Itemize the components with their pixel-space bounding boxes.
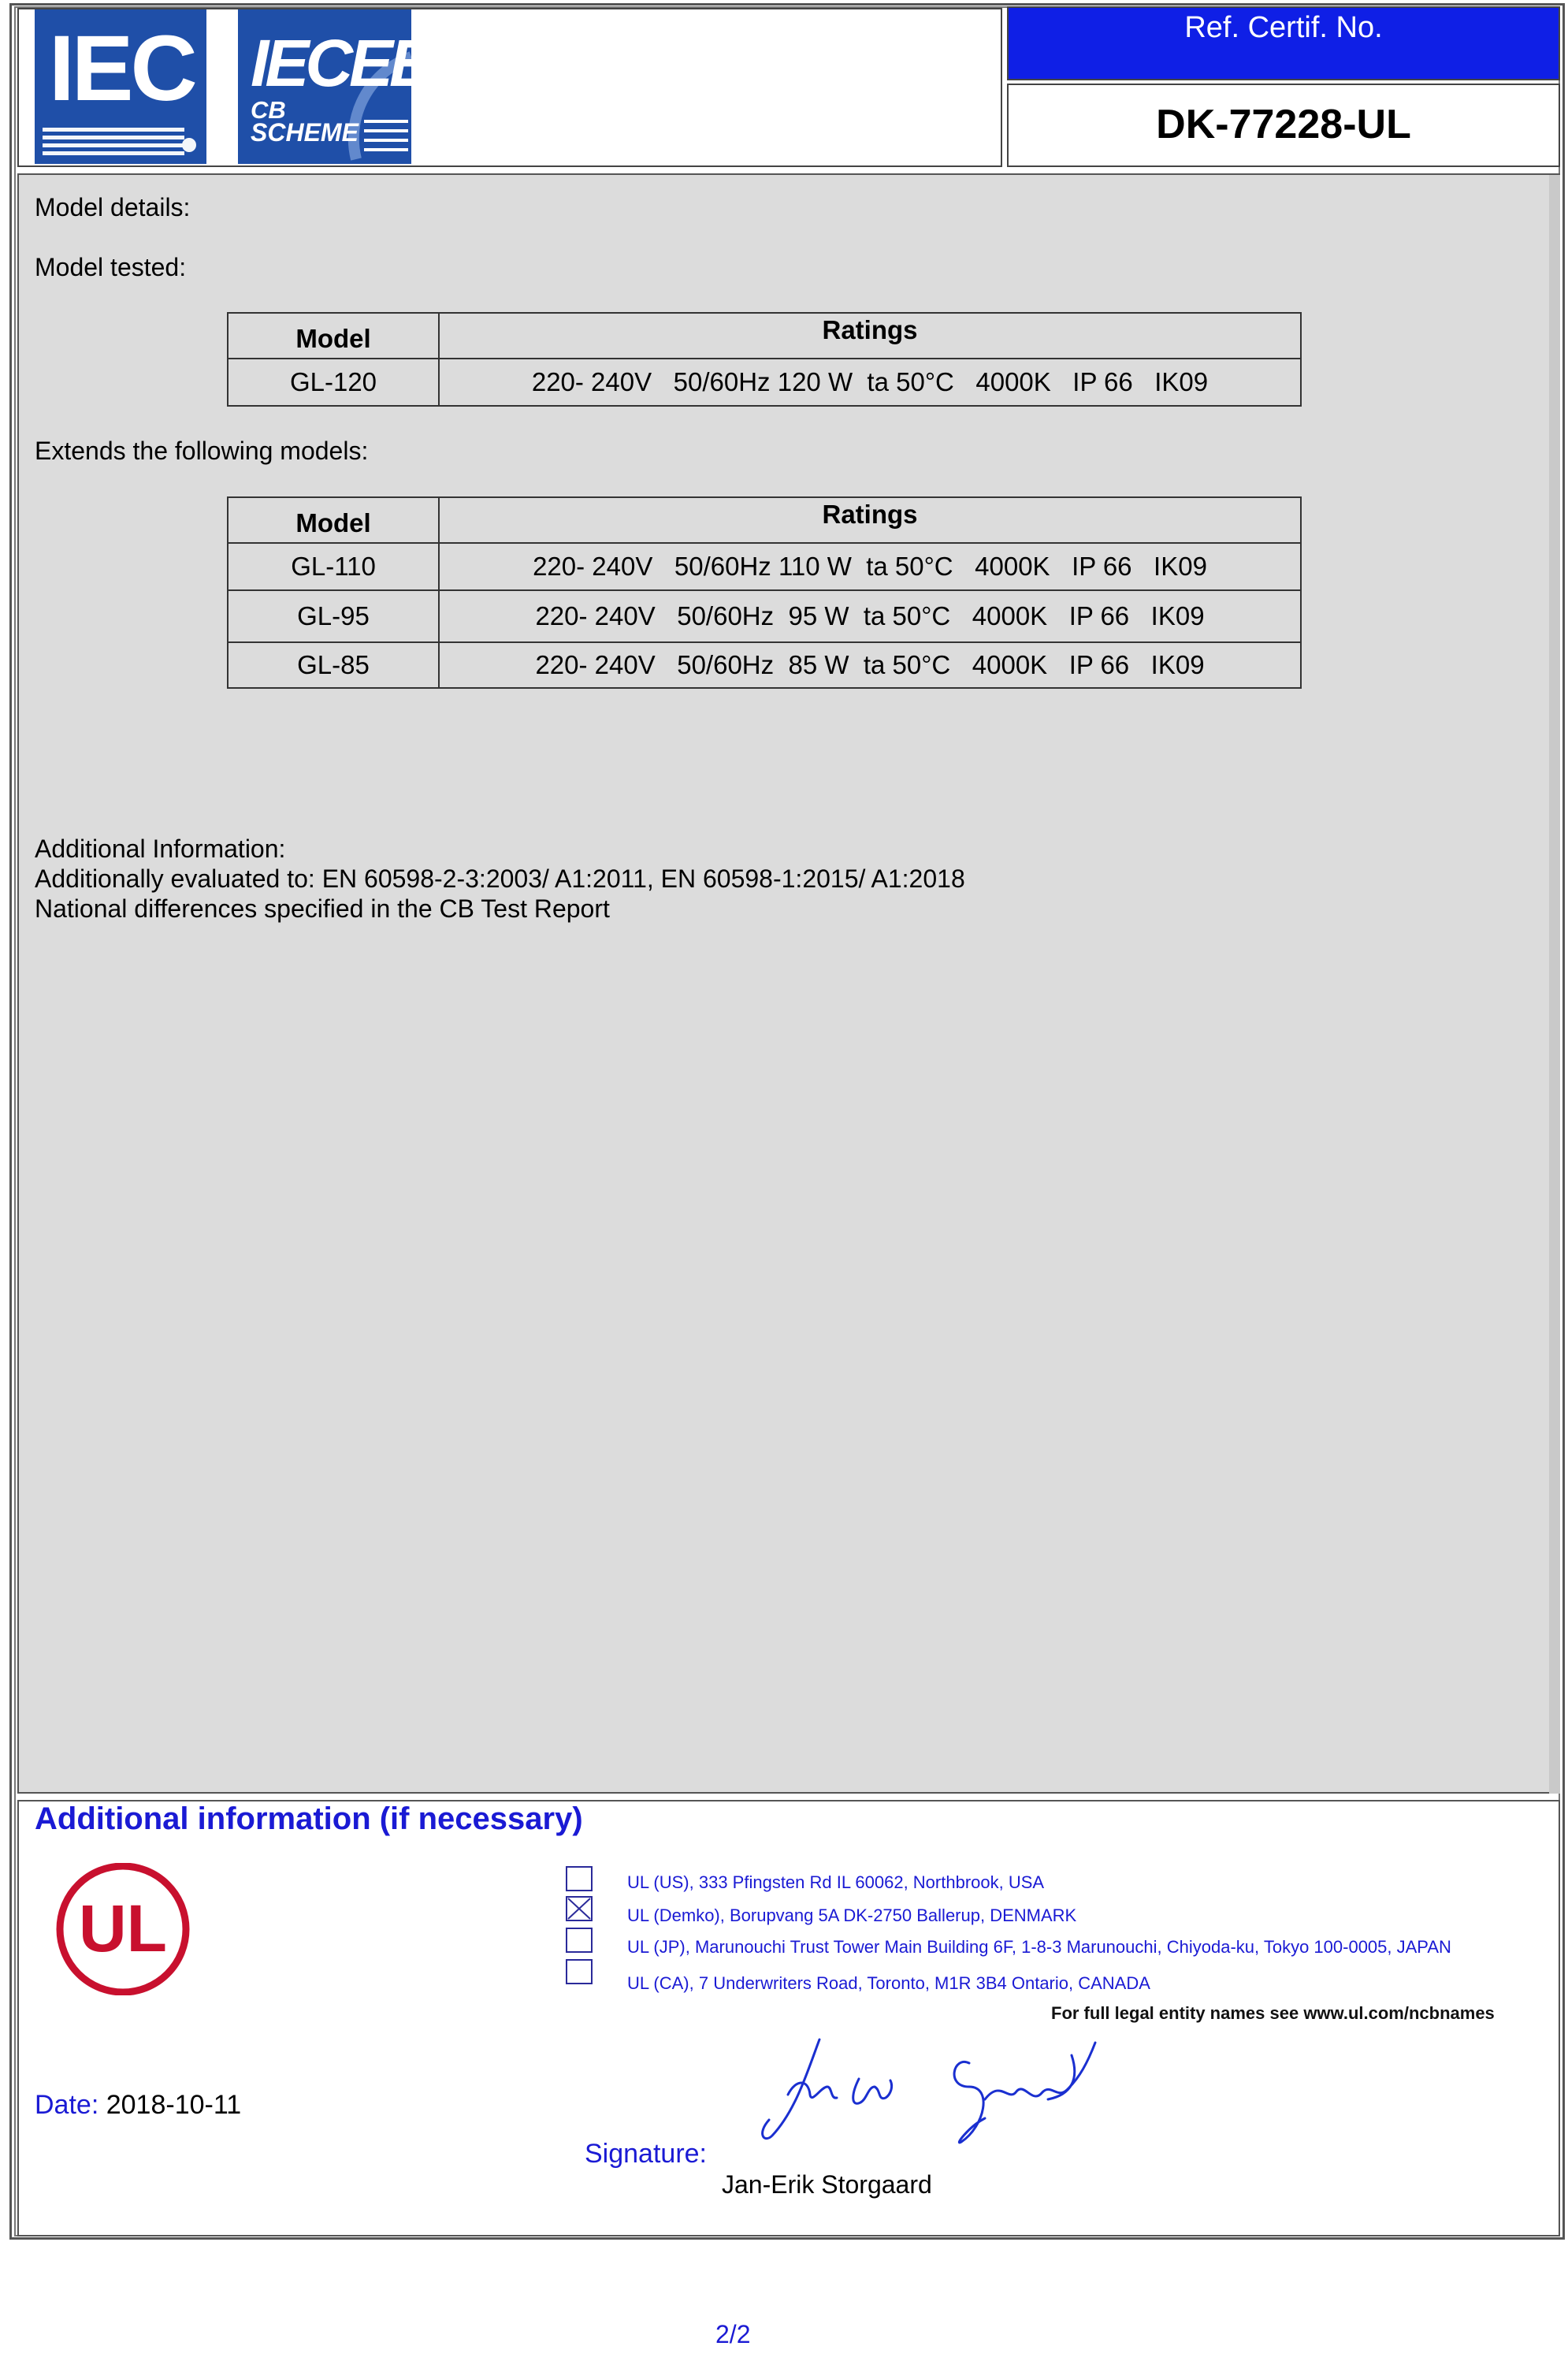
model-tested-label: Model tested: <box>35 253 187 281</box>
table-row <box>228 543 1301 590</box>
model-details-panel <box>17 173 1560 1794</box>
model-cell: GL-120 <box>228 359 439 406</box>
table-header-model: Model <box>228 313 439 359</box>
date-value: 2018-10-11 <box>106 2090 242 2120</box>
lab-address-demko: UL (Demko), Borupvang 5A DK-2750 Ballerup, DENMARK <box>627 1906 1077 1925</box>
ratings-cell: 220- 240V 50/60Hz 120 W ta 50°C 4000K IP 66 IK09 <box>439 359 1301 406</box>
checked-mark-icon <box>567 1898 591 1920</box>
lab-checkbox-jp <box>566 1928 593 1953</box>
signature-label: Signature: <box>585 2139 707 2169</box>
lab-address-jp: UL (JP), Marunouchi Trust Tower Main Building 6F, 1-8-3 Marunouchi, Chiyoda-ku, Tokyo 100-0005, JAPAN <box>627 1937 1451 1957</box>
signatory-name: Jan-Erik Storgaard <box>722 2170 932 2199</box>
table-header-ratings: Ratings <box>439 313 1301 359</box>
table-row <box>228 359 1301 406</box>
ratings-cell: 220- 240V 50/60Hz 110 W ta 50°C 4000K IP 66 IK09 <box>439 543 1301 590</box>
model-cell: GL-110 <box>228 543 439 590</box>
iecee-logo-text: IECEE <box>251 26 430 100</box>
additional-info-national-differences: National differences specified in the CB Test Report <box>35 894 610 923</box>
table-row <box>228 590 1301 642</box>
additional-info-title: Additional Information: <box>35 835 286 863</box>
extends-models-label: Extends the following models: <box>35 437 369 465</box>
page-number: 2/2 <box>715 2320 751 2348</box>
model-cell: GL-95 <box>228 590 439 642</box>
iec-logo-text: IEC <box>49 17 195 121</box>
ul-logo-text: UL <box>79 1891 167 1965</box>
lab-checkbox-demko <box>566 1896 593 1921</box>
scheme-logo-text: SCHEME <box>251 118 359 147</box>
table-header-ratings: Ratings <box>439 497 1301 543</box>
extended-models-table <box>227 496 1302 689</box>
cb-logo-text: CB <box>251 96 286 124</box>
panel-shadow <box>1549 175 1560 1794</box>
model-details-label: Model details: <box>35 193 191 221</box>
additional-information-heading: Additional information (if necessary) <box>35 1801 583 1836</box>
lab-address-ca: UL (CA), 7 Underwriters Road, Toronto, M1R 3B4 Ontario, CANADA <box>627 1973 1150 1993</box>
date-field: Date: 2018-10-11 <box>35 2090 242 2120</box>
ref-certificate-label: Ref. Certif. No. <box>1184 11 1383 44</box>
lab-checkbox-ca <box>566 1959 593 1984</box>
ul-logo <box>50 1863 195 1995</box>
ref-certificate-number: DK-77228-UL <box>1156 102 1411 147</box>
model-cell: GL-85 <box>228 642 439 688</box>
legal-entity-note: For full legal entity names see www.ul.com/ncbnames <box>1051 2003 1495 2023</box>
date-label: Date <box>35 2090 91 2120</box>
handwritten-signature <box>733 2032 1127 2150</box>
lab-address-us: UL (US), 333 Pfingsten Rd IL 60062, Northbrook, USA <box>627 1872 1045 1892</box>
table-header-model: Model <box>228 497 439 543</box>
lab-checkbox-us <box>566 1866 593 1891</box>
table-row <box>228 642 1301 688</box>
tested-model-table <box>227 312 1302 407</box>
additional-info-standards: Additionally evaluated to: EN 60598-2-3:2003/ A1:2011, EN 60598-1:2015/ A1:2018 <box>35 864 965 893</box>
ratings-cell: 220- 240V 50/60Hz 85 W ta 50°C 4000K IP 66 IK09 <box>439 642 1301 688</box>
ratings-cell: 220- 240V 50/60Hz 95 W ta 50°C 4000K IP 66 IK09 <box>439 590 1301 642</box>
